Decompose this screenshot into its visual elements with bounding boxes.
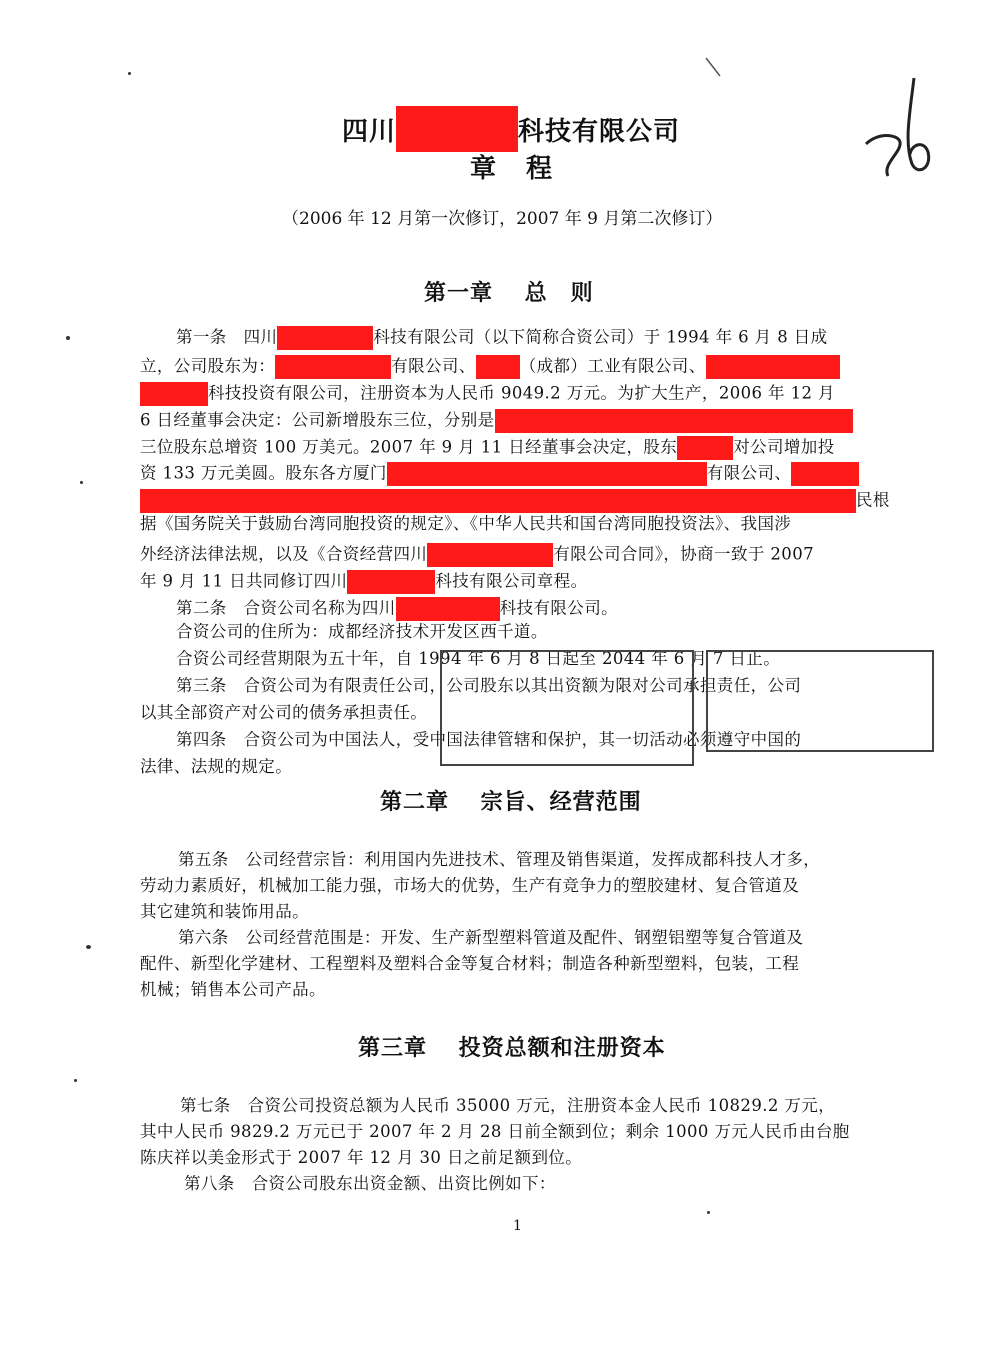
text: 立，公司股东为： — [140, 356, 276, 376]
handwritten-mark-icon — [858, 72, 938, 182]
redaction-block — [677, 436, 733, 460]
article5-line2: 劳动力素质好，机械加工能力强，市场大的优势，生产有竞争力的塑胶建材、复合管道及 — [140, 876, 800, 895]
article1-line10 — [140, 570, 587, 594]
article7-line1: 第七条 合资公司投资总额为人民币 35000 万元，注册资本金人民币 10829.2 万元， — [180, 1096, 836, 1115]
scan-speck — [74, 1079, 77, 1082]
redaction-block — [706, 355, 840, 379]
seal-stamp-left — [440, 650, 694, 766]
redaction-block — [387, 462, 707, 486]
redaction-block — [140, 489, 856, 513]
article1-line9 — [140, 543, 814, 567]
text: 对公司增加投 — [733, 437, 835, 457]
text: 科技有限公司。 — [499, 598, 619, 618]
redaction-block — [396, 106, 518, 152]
text: 6 日经董事会决定：公司新增股东三位，分别是 — [140, 410, 495, 430]
title-prefix: 四川 — [342, 117, 397, 147]
chapter-1-heading: 第一章 总 则 — [424, 280, 594, 306]
text: 科技投资有限公司，注册资本为人民币 9049.2 万元。为扩大生产，2006 年 12 月 — [208, 383, 835, 403]
article1-line3 — [140, 382, 835, 406]
text: 年 9 月 11 日共同修订四川 — [140, 571, 348, 591]
redaction-block — [427, 543, 553, 567]
article7-line3: 陈庆祥以美金形式于 2007 年 12 月 30 日之前足额到位。 — [140, 1148, 583, 1167]
redaction-block — [495, 409, 853, 433]
article2-line3: 合资公司经营期限为五十年，自 1994 年 6 月 8 日起至 2044 年 6 月 7 日止。 — [176, 649, 781, 668]
scan-speck — [128, 72, 131, 75]
revision-note: （2006 年 12 月第一次修订，2007 年 9 月第二次修订） — [282, 209, 723, 229]
redaction-block — [277, 326, 373, 350]
article1-line5 — [140, 436, 835, 460]
redaction-block — [476, 355, 520, 379]
article4-line1: 第四条 合资公司为中国法人，受中国法律管辖和保护，其一切活动必须遵守中国的 — [176, 730, 802, 749]
article4-line2: 法律、法规的规定。 — [140, 757, 293, 776]
article3-line1: 第三条 合资公司为有限责任公司，公司股东以其出资额为限对公司承担责任，公司 — [176, 676, 802, 695]
article5-line1: 第五条 公司经营宗旨：利用国内先进技术、管理及销售渠道，发挥成都科技人才多， — [178, 850, 821, 869]
text: 第二条 合资公司名称为四川 — [176, 598, 396, 618]
article3-line2: 以其全部资产对公司的债务承担责任。 — [140, 703, 428, 722]
text: 民根 — [856, 490, 890, 510]
text: 第一条 四川 — [176, 327, 278, 347]
document-subtitle — [470, 148, 552, 185]
redaction-block — [791, 462, 859, 486]
chapter-2-heading: 第二章 宗旨、经营范围 — [380, 789, 642, 815]
text: 科技有限公司（以下简称合资公司）于 1994 年 6 月 8 日成 — [373, 327, 828, 347]
chapter-3-heading: 第三章 投资总额和注册资本 — [358, 1035, 666, 1061]
seal-stamp-right — [706, 650, 934, 752]
text: 有限公司合同》，协商一致于 2007 — [553, 544, 814, 564]
article2-line1 — [176, 597, 618, 621]
text: 科技有限公司章程。 — [435, 571, 588, 591]
article6-line3: 机械；销售本公司产品。 — [140, 980, 326, 999]
redaction-block — [347, 570, 435, 594]
article5-line3: 其它建筑和装饰用品。 — [140, 902, 309, 921]
article1-line4 — [140, 409, 853, 433]
article8-line1: 第八条 合资公司股东出资金额、出资比例如下： — [184, 1174, 556, 1193]
text: 有限公司、 — [391, 356, 476, 376]
article1-line2 — [140, 355, 840, 379]
article1-line7 — [140, 489, 890, 513]
document-title — [342, 106, 680, 152]
scan-speck — [66, 336, 70, 340]
page-number: 1 — [513, 1218, 522, 1234]
subtitle-char-1: 章 — [470, 154, 497, 184]
article2-line2: 合资公司的住所为：成都经济技术开发区西千道。 — [176, 622, 548, 641]
article6-line2: 配件、新型化学建材、工程塑料及塑料合金等复合材料；制造各种新型塑料，包装，工程 — [140, 954, 800, 973]
title-suffix: 科技有限公司 — [518, 117, 681, 147]
text: 有限公司、 — [706, 463, 792, 483]
redaction-block — [396, 597, 500, 621]
subtitle-char-2: 程 — [526, 154, 553, 184]
scan-speck — [707, 1211, 710, 1214]
article6-line1: 第六条 公司经营范围是：开发、生产新型塑料管道及配件、钢塑铝塑等复合管道及 — [178, 928, 804, 947]
redaction-block — [140, 382, 208, 406]
text: 资 133 万元美圆。股东各方厦门 — [140, 463, 387, 483]
redaction-block — [275, 355, 391, 379]
scan-speck — [80, 481, 83, 484]
scan-speck — [86, 945, 91, 949]
text: （成都）工业有限公司、 — [519, 356, 706, 376]
article1-line1 — [176, 326, 828, 350]
article1-line6 — [140, 462, 859, 486]
text: 外经济法律法规，以及《合资经营四川 — [140, 544, 428, 564]
text: 三位股东总增资 100 万美元。2007 年 9 月 11 日经董事会决定，股东 — [140, 437, 678, 457]
article1-line8: 据《国务院关于鼓励台湾同胞投资的规定》、《中华人民共和国台湾同胞投资法》、我国涉 — [140, 514, 792, 533]
scan-scratch-icon — [704, 56, 724, 80]
article7-line2: 其中人民币 9829.2 万元已于 2007 年 2 月 28 日前全额到位；剩余 1000 万元人民币由台胞 — [140, 1122, 850, 1141]
